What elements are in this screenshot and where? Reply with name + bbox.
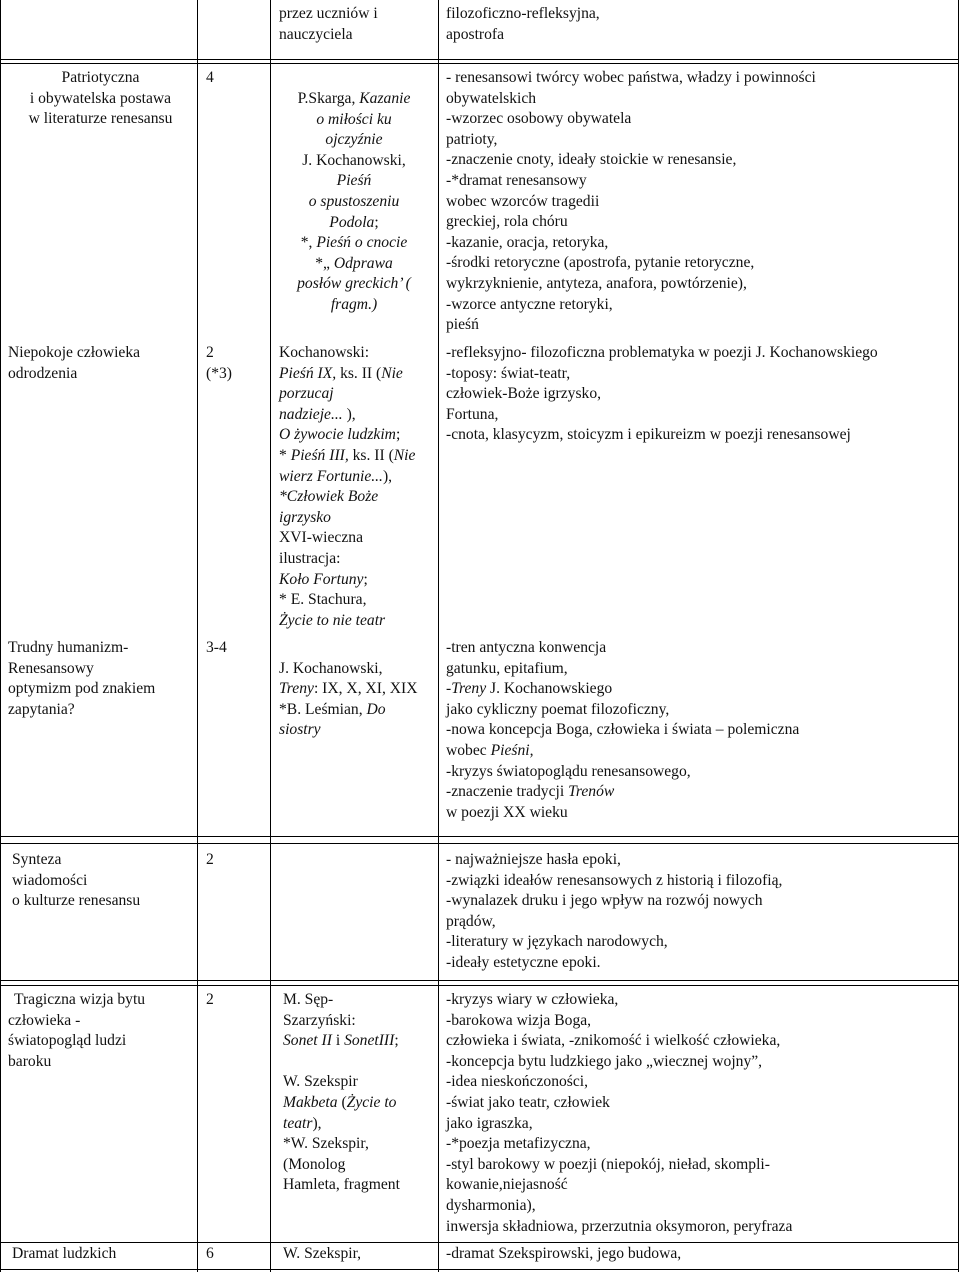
text-line bbox=[283, 1031, 433, 1052]
text-run: wobec bbox=[446, 741, 491, 759]
text-run: o spustoszeniu bbox=[308, 192, 400, 210]
text-run: *„ bbox=[315, 254, 334, 272]
text-line bbox=[446, 803, 951, 824]
text-run: -znaczenie tradycji bbox=[446, 783, 569, 801]
text-run: *B. Leśmian, bbox=[279, 700, 367, 718]
content-line: -barokowa wizja Boga, bbox=[446, 1011, 592, 1029]
text-run: Hamleta, fragment bbox=[283, 1176, 400, 1194]
topic-line: o kulturze renesansu bbox=[12, 892, 141, 910]
text-line bbox=[279, 659, 429, 680]
text-line bbox=[283, 1155, 433, 1176]
content-line: -literatury w językach narodowych, bbox=[446, 933, 668, 951]
content-line: -wzorzec osobowy obywatela bbox=[446, 110, 632, 128]
row2-topic bbox=[8, 343, 193, 384]
content-line: człowiek-Boże igrzysko, bbox=[446, 385, 602, 403]
text-run: Pieśń IX, bbox=[279, 364, 341, 382]
text-run: Kochanowski: bbox=[279, 344, 370, 361]
content-line: -dramat Szekspirowski, jego budowa, bbox=[446, 1245, 682, 1262]
text-line bbox=[279, 487, 429, 508]
text-run: jako cykliczny poemat filozoficzny, bbox=[446, 700, 670, 718]
text-line bbox=[279, 295, 429, 316]
text-run: ), bbox=[342, 405, 356, 423]
text-run: *, bbox=[300, 234, 317, 252]
text-line bbox=[279, 590, 429, 611]
content-line: -idea nieskończoności, bbox=[446, 1073, 589, 1091]
row1-content bbox=[446, 68, 951, 336]
content-line: -koncepcja bytu ludzkiego jako „wiecznej wojny”, bbox=[446, 1052, 763, 1070]
text-run: Koło Fortuny bbox=[279, 570, 364, 588]
hours-value: 2 bbox=[206, 991, 214, 1008]
text-run: Makbeta bbox=[283, 1093, 338, 1111]
hours-value: 3-4 bbox=[206, 639, 227, 656]
table-border-right bbox=[958, 0, 959, 1272]
row0-texts bbox=[279, 4, 429, 45]
row4-topic bbox=[8, 850, 193, 912]
text-run: *W. Szekspir, bbox=[283, 1135, 369, 1153]
content-line: -znaczenie cnoty, ideały stoickie w renesansie, bbox=[446, 151, 737, 169]
text-line: przez uczniów i bbox=[279, 5, 378, 22]
text-line bbox=[283, 1114, 433, 1135]
text-run: fragm.) bbox=[330, 295, 378, 313]
row6-topic bbox=[8, 1244, 193, 1265]
content-line: wykrzyknienie, antyteza, anafora, powtórzenie), bbox=[446, 274, 747, 292]
content-line: jako igraszka, bbox=[446, 1114, 533, 1132]
text-run: ks. II ( bbox=[340, 364, 382, 382]
text-line bbox=[446, 700, 951, 721]
topic-line: zapytania? bbox=[8, 700, 75, 718]
text-run: J. Kochanowski, bbox=[279, 659, 383, 677]
text-line bbox=[279, 549, 429, 570]
topic-line: człowieka - bbox=[8, 1011, 81, 1029]
text-line bbox=[279, 679, 429, 700]
text-run: Życie to nie teatr bbox=[279, 611, 386, 629]
row5-topic bbox=[8, 990, 193, 1072]
row1-topic bbox=[8, 68, 193, 130]
text-run: * bbox=[279, 446, 291, 464]
text-run: Treny bbox=[451, 680, 487, 698]
content-line: -związki ideałów renesansowych z historią i filozofią, bbox=[446, 871, 783, 889]
topic-line: odrodzenia bbox=[8, 364, 78, 382]
text-run: Treny bbox=[279, 680, 314, 698]
row1-hours bbox=[206, 68, 266, 89]
content-line: -kazanie, oracja, retoryka, bbox=[446, 233, 609, 251]
content-line: greckiej, rola chóru bbox=[446, 213, 568, 231]
text-run: Pieśń bbox=[336, 172, 372, 190]
text-run: Sonet II bbox=[283, 1032, 332, 1050]
row5-content bbox=[446, 990, 951, 1237]
topic-line: Patriotyczna bbox=[61, 69, 140, 86]
text-line bbox=[279, 720, 429, 741]
row-separator bbox=[0, 1242, 959, 1243]
text-run: -kryzys światopoglądu renesansowego, bbox=[446, 762, 691, 780]
row-separator bbox=[0, 59, 959, 60]
text-line bbox=[283, 1134, 433, 1155]
text-run: teatr bbox=[283, 1114, 313, 1132]
row3-topic bbox=[8, 638, 193, 720]
content-line: - renesansowi twórcy wobec państwa, władzy i powinności bbox=[446, 69, 816, 86]
topic-line: w literaturze renesansu bbox=[28, 110, 173, 128]
content-line: -refleksyjno- filozoficzna problematyka w poezji J. Kochanowskiego bbox=[446, 344, 878, 361]
text-line bbox=[279, 425, 429, 446]
table-divider-2 bbox=[270, 0, 271, 1272]
row-separator bbox=[0, 980, 959, 981]
text-run: Do bbox=[366, 700, 386, 718]
content-line: -środki retoryczne (apostrofa, pytanie retoryczne, bbox=[446, 254, 755, 272]
text-line bbox=[279, 700, 429, 721]
text-run: posłów greckich’ ( bbox=[297, 275, 411, 293]
topic-line: Tragiczna wizja bytu bbox=[14, 991, 146, 1008]
text-line bbox=[279, 384, 429, 405]
row6-hours bbox=[206, 1244, 266, 1265]
content-line: dysharmonia), bbox=[446, 1196, 536, 1214]
text-line bbox=[446, 741, 951, 762]
row1-texts bbox=[279, 89, 429, 316]
text-run: SonetIII bbox=[344, 1032, 395, 1050]
row4-content bbox=[446, 850, 951, 974]
text-run: porzucaj bbox=[279, 385, 334, 403]
text-run: -tren antyczna konwencja bbox=[446, 639, 607, 656]
content-line: pieśń bbox=[446, 316, 479, 334]
text-run: ; bbox=[363, 570, 368, 588]
text-run: ; bbox=[395, 426, 401, 444]
topic-line: Renesansowy bbox=[8, 659, 94, 677]
text-line bbox=[279, 213, 429, 234]
content-line: -ideały estetyczne epoki. bbox=[446, 953, 601, 971]
text-run: o miłości ku bbox=[316, 110, 392, 128]
text-run: Podola bbox=[329, 213, 375, 231]
content-line: filozoficzno-refleksyjna, bbox=[446, 5, 600, 22]
text-line bbox=[279, 171, 429, 192]
text-line bbox=[279, 611, 429, 632]
text-run: wierz Fortunie... bbox=[279, 467, 383, 485]
text-line: W. Szekspir, bbox=[283, 1245, 362, 1262]
row2-hours bbox=[206, 343, 266, 384]
content-line: -*poezja metafizyczna, bbox=[446, 1135, 591, 1153]
topic-line: Dramat ludzkich bbox=[12, 1245, 117, 1262]
text-run: gatunku, epitafium, bbox=[446, 659, 568, 677]
row6-texts bbox=[283, 1244, 433, 1265]
text-run: Nie bbox=[381, 364, 403, 382]
topic-line: baroku bbox=[8, 1052, 52, 1070]
text-run: O żywocie ludzkim bbox=[279, 426, 396, 444]
text-line bbox=[446, 762, 951, 783]
content-line: -wynalazek druku i jego wpływ na rozwój nowych bbox=[446, 892, 763, 910]
text-run: ks. II ( bbox=[348, 446, 394, 464]
text-run: - bbox=[446, 680, 452, 698]
content-line: -toposy: świat-teatr, bbox=[446, 364, 571, 382]
content-line: - najważniejsze hasła epoki, bbox=[446, 851, 621, 868]
row5-hours bbox=[206, 990, 266, 1011]
row5-texts bbox=[283, 990, 433, 1196]
content-line: -kryzys wiary w człowieka, bbox=[446, 991, 619, 1008]
text-run: Trenów bbox=[568, 783, 615, 801]
text-run: ), bbox=[382, 467, 393, 485]
text-line bbox=[283, 990, 433, 1011]
topic-line: wiadomości bbox=[12, 871, 88, 889]
text-run: ), bbox=[312, 1114, 322, 1132]
text-line bbox=[279, 405, 429, 426]
topic-line: i obywatelska postawa bbox=[29, 89, 172, 107]
text-run: P.Skarga, bbox=[297, 90, 360, 107]
text-run: ojczyźnie bbox=[325, 131, 383, 149]
row2-texts bbox=[279, 343, 429, 631]
text-line bbox=[279, 570, 429, 591]
content-line: wobec wzorców tragedii bbox=[446, 192, 600, 210]
text-run: (Monolog bbox=[283, 1155, 346, 1173]
text-run: i bbox=[331, 1032, 345, 1050]
table-divider-1 bbox=[197, 0, 198, 1272]
text-run: * E. Stachura, bbox=[279, 591, 367, 609]
topic-line: optymizm pod znakiem bbox=[8, 680, 156, 698]
text-line bbox=[279, 508, 429, 529]
text-line: nauczyciela bbox=[279, 25, 353, 43]
text-run: : IX, X, XI, XIX bbox=[313, 680, 418, 698]
row-separator bbox=[0, 843, 959, 844]
text-line bbox=[446, 782, 951, 803]
content-line: -wzorce antyczne retoryki, bbox=[446, 295, 613, 313]
text-run: nadzieje... bbox=[279, 405, 343, 423]
text-line bbox=[446, 720, 951, 741]
text-line bbox=[279, 233, 429, 254]
content-line: prądów, bbox=[446, 912, 496, 930]
row0-content bbox=[446, 4, 951, 45]
text-run: J. Kochanowskiego bbox=[486, 680, 613, 698]
topic-line: Niepokoje człowieka bbox=[8, 344, 141, 361]
text-line bbox=[283, 1052, 433, 1073]
text-line bbox=[279, 274, 429, 295]
topic-line: światopogląd ludzi bbox=[8, 1032, 127, 1050]
text-run: Nie bbox=[393, 446, 416, 464]
text-line bbox=[279, 446, 429, 467]
text-line bbox=[279, 192, 429, 213]
text-line bbox=[283, 1011, 433, 1032]
text-line bbox=[279, 130, 429, 151]
content-line: inwersja składniowa, przerzutnia oksymoron, peryfraza bbox=[446, 1217, 793, 1235]
content-line: obywatelskich bbox=[446, 89, 537, 107]
topic-line: Synteza bbox=[12, 851, 62, 868]
content-line: -styl barokowy w poezji (niepokój, nieład, skompli- bbox=[446, 1155, 770, 1173]
row2-content bbox=[446, 343, 951, 446]
content-line: -cnota, klasycyzm, stoicyzm i epikureizm w poezji renesansowej bbox=[446, 426, 851, 444]
table-divider-3 bbox=[438, 0, 439, 1272]
hours-value: 4 bbox=[206, 69, 214, 86]
hours-value: (*3) bbox=[206, 364, 232, 382]
content-line: -świat jako teatr, człowiek bbox=[446, 1093, 610, 1111]
text-run: ; bbox=[374, 213, 379, 231]
text-run: *Człowiek Boże bbox=[279, 488, 379, 506]
text-line bbox=[279, 151, 429, 172]
row-separator bbox=[0, 836, 959, 837]
text-line bbox=[283, 1175, 433, 1196]
content-line: Fortuna, bbox=[446, 405, 499, 423]
row6-content bbox=[446, 1244, 951, 1265]
text-run: XVI-wieczna bbox=[279, 529, 363, 547]
content-line: -*dramat renesansowy bbox=[446, 171, 587, 189]
row3-content bbox=[446, 638, 951, 823]
text-run: ( bbox=[337, 1093, 347, 1111]
text-run: ilustracja: bbox=[279, 549, 341, 567]
text-line bbox=[279, 638, 429, 659]
text-run: Szarzyński: bbox=[283, 1011, 356, 1029]
text-run: w poezji XX wieku bbox=[446, 803, 568, 821]
text-run: -nowa koncepcja Boga, człowieka i świata – polemiczna bbox=[446, 721, 800, 739]
text-line bbox=[279, 89, 429, 110]
row4-hours bbox=[206, 850, 266, 871]
row-separator bbox=[0, 63, 959, 64]
row3-texts bbox=[279, 638, 429, 741]
content-line: apostrofa bbox=[446, 25, 505, 43]
topic-line: Trudny humanizm- bbox=[8, 639, 129, 656]
hours-value: 2 bbox=[206, 344, 214, 361]
text-line bbox=[279, 254, 429, 275]
content-line: człowieka i świata, -znikomość i wielkość człowieka, bbox=[446, 1032, 781, 1050]
content-line: patrioty, bbox=[446, 130, 498, 148]
hours-value: 6 bbox=[206, 1245, 214, 1262]
text-line bbox=[283, 1072, 433, 1093]
text-run: W. Szekspir bbox=[283, 1073, 358, 1091]
text-run: Pieśń o cnocie bbox=[316, 234, 408, 252]
row-separator bbox=[0, 985, 959, 986]
text-run: igrzysko bbox=[279, 508, 331, 526]
table-border-left bbox=[0, 0, 1, 1272]
content-line: kowanie,niejasność bbox=[446, 1176, 568, 1194]
text-line bbox=[279, 467, 429, 488]
text-line bbox=[279, 528, 429, 549]
text-run: Życie to bbox=[346, 1093, 397, 1111]
text-run: ; bbox=[394, 1032, 399, 1050]
row3-hours bbox=[206, 638, 266, 659]
text-line bbox=[279, 110, 429, 131]
text-run: Pieśni, bbox=[490, 741, 534, 759]
hours-value: 2 bbox=[206, 851, 214, 868]
text-run: Odprawa bbox=[333, 254, 393, 272]
text-line bbox=[446, 638, 951, 659]
text-line bbox=[279, 343, 429, 364]
text-line bbox=[446, 679, 951, 700]
text-run: M. Sęp- bbox=[283, 991, 334, 1008]
text-line bbox=[283, 1093, 433, 1114]
text-run: Kazanie bbox=[359, 90, 411, 107]
table-border-bottom bbox=[0, 1269, 959, 1270]
text-run: siostry bbox=[279, 721, 321, 739]
text-run: J. Kochanowski, bbox=[302, 151, 406, 169]
text-line bbox=[446, 659, 951, 680]
text-run: Pieśń III, bbox=[290, 446, 349, 464]
text-line bbox=[279, 364, 429, 385]
